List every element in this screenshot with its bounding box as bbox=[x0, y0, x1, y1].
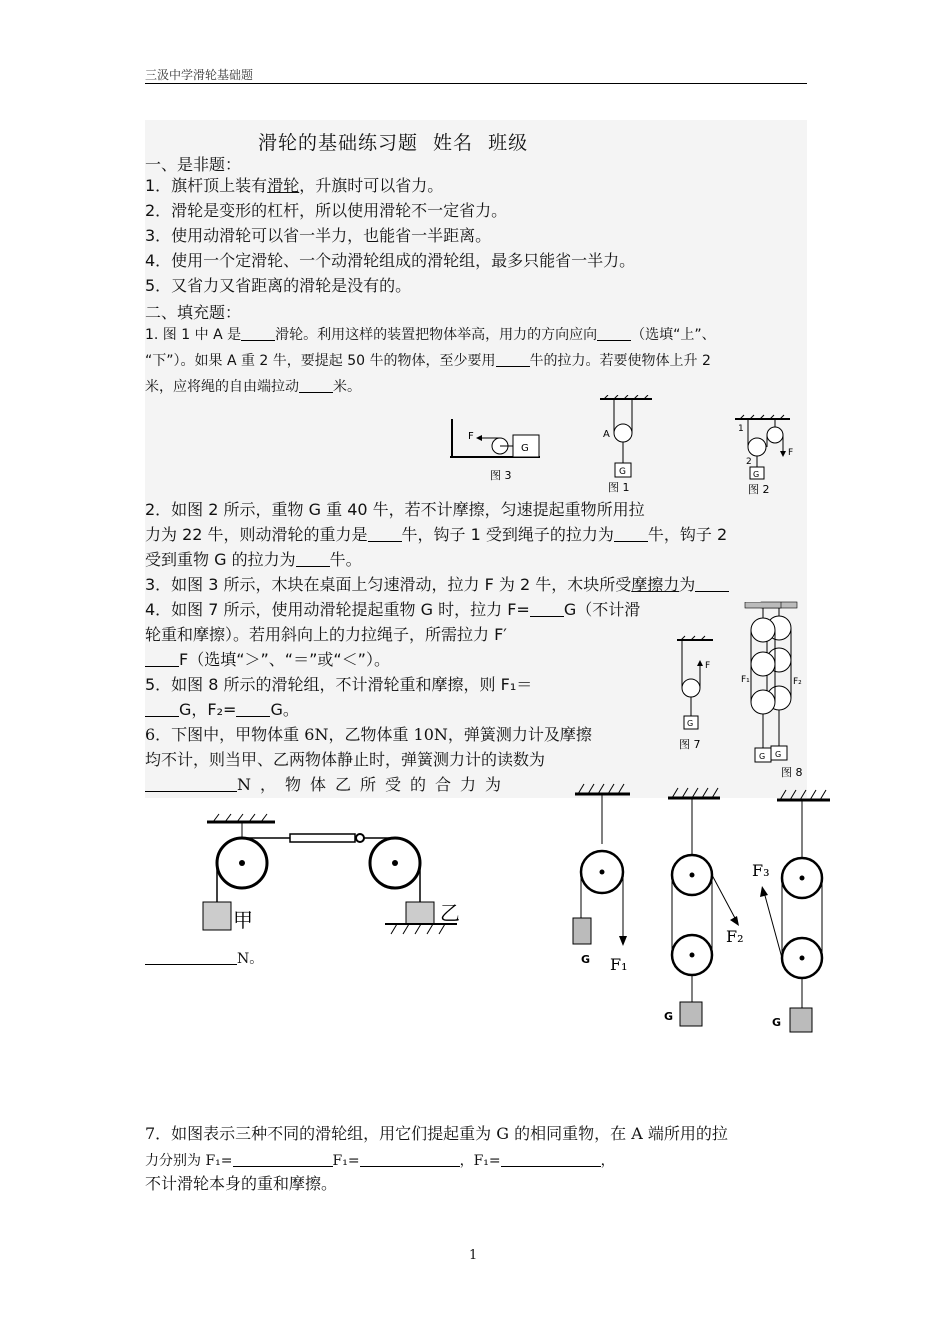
answer-blank[interactable] bbox=[299, 377, 333, 393]
q1-line1: 1. 图 1 中 A 是 滑轮。利用这样的装置把物体举高，用力的方向应向 （选填“上”、 bbox=[145, 327, 716, 343]
object-jia-label: 甲 bbox=[233, 908, 253, 932]
tf-item-4: 4．使用一个定滑轮、一个动滑轮组成的滑轮组，最多只能省一半力。 bbox=[145, 251, 636, 270]
figures-3-1-2 bbox=[440, 395, 800, 500]
force-f1-label: F₁ bbox=[610, 955, 628, 974]
answer-blank[interactable] bbox=[236, 701, 270, 717]
page-title: 滑轮的基础练习题 姓名 班级 bbox=[258, 132, 529, 154]
q7-line2: 力分别为 F₁= F₁= ，F₁= ， bbox=[145, 1153, 615, 1169]
figure-7 bbox=[677, 636, 713, 751]
q5-line1: 5．如图 8 所示的滑轮组，不计滑轮重和摩擦，则 F₁＝ bbox=[145, 675, 533, 694]
force-label: F bbox=[788, 448, 794, 458]
q7-line3: 不计滑轮本身的重和摩擦。 bbox=[145, 1174, 338, 1193]
force-f2-label: F₂ bbox=[726, 927, 744, 946]
figure-3-caption: 图 3 bbox=[490, 469, 512, 482]
answer-blank[interactable] bbox=[296, 551, 330, 567]
q4-line2: 轮重和摩擦）。若用斜向上的力拉绳子，所需拉力 F′ bbox=[145, 625, 507, 644]
weight-label: G bbox=[753, 470, 760, 479]
answer-blank[interactable] bbox=[496, 351, 530, 367]
answer-blank[interactable] bbox=[368, 526, 402, 542]
answer-blank[interactable] bbox=[233, 1151, 333, 1167]
answer-blank[interactable] bbox=[614, 526, 648, 542]
tf-item-2: 2．滑轮是变形的杠杆，所以使用滑轮不一定省力。 bbox=[145, 201, 508, 220]
q5-line2: G，F₂= G。 bbox=[145, 699, 299, 721]
pulley-system-3 bbox=[752, 790, 830, 1032]
weight-label: G bbox=[581, 953, 591, 966]
force-f1-label: F₁ bbox=[741, 675, 750, 685]
answer-blank[interactable] bbox=[597, 325, 631, 341]
figure-3 bbox=[445, 413, 570, 485]
answer-blank[interactable] bbox=[241, 325, 275, 341]
answer-blank[interactable] bbox=[145, 701, 179, 717]
q2-line2: 力为 22 牛，则动滑轮的重力是 牛，钩子 1 受到绳子的拉力为 牛，钩子 2 bbox=[145, 525, 728, 544]
answer-blank[interactable] bbox=[145, 651, 179, 667]
hook-1-label: 1 bbox=[738, 424, 744, 434]
answer-blank[interactable] bbox=[360, 1151, 460, 1167]
weight-label: G bbox=[775, 750, 782, 759]
q1-line2: “下”）。如果 A 重 2 牛，要提起 50 牛的物体，至少要用 牛的拉力。若要使物体上升 2 bbox=[145, 353, 711, 369]
figure-2-caption: 图 2 bbox=[748, 483, 770, 496]
q6-line4: N。 bbox=[145, 948, 263, 970]
answer-blank[interactable] bbox=[145, 949, 237, 965]
force-label: F bbox=[705, 661, 711, 671]
spring-scale-diagram bbox=[195, 810, 465, 940]
q2-line3: 受到重物 G 的拉力为 牛。 bbox=[145, 550, 362, 569]
object-yi-label: 乙 bbox=[440, 901, 460, 925]
pulley-system-1 bbox=[573, 784, 630, 974]
friction-link[interactable]: 摩擦力 bbox=[631, 575, 680, 594]
q3-line: 3．如图 3 所示，木块在桌面上匀速滑动，拉力 F 为 2 牛，木块所受摩擦力为 bbox=[145, 574, 729, 596]
header-rule bbox=[145, 83, 807, 84]
section-true-false: 一、是非题： bbox=[145, 155, 242, 174]
weight-label: G bbox=[521, 443, 529, 454]
force-label: F bbox=[468, 431, 474, 442]
page-number: 1 bbox=[469, 1248, 478, 1263]
figure-8-left bbox=[733, 602, 793, 772]
q1-line3: 米，应将绳的自由端拉动 米。 bbox=[145, 379, 361, 395]
answer-blank[interactable] bbox=[145, 776, 237, 792]
figure-7-caption: 图 7 bbox=[679, 738, 701, 751]
force-f3-label: F₃ bbox=[752, 861, 770, 880]
q6-line1: 6．下图中，甲物体重 6N，乙物体重 10N，弹簧测力计及摩擦 bbox=[145, 725, 592, 744]
q4-line3: F（选填“＞”、“＝”或“＜”）。 bbox=[145, 649, 390, 671]
answer-blank[interactable] bbox=[501, 1151, 601, 1167]
pulley-a-label: A bbox=[603, 429, 610, 440]
weight-label: G bbox=[772, 1016, 782, 1029]
section-fill-in: 二、填充题： bbox=[145, 303, 242, 322]
weight-label: G bbox=[619, 467, 626, 477]
answer-blank[interactable] bbox=[530, 601, 564, 617]
q6-line3: N，物体乙所受的合力为 bbox=[145, 774, 510, 796]
pulley-system-2 bbox=[664, 788, 744, 1026]
q6-line2: 均不计，则当甲、乙两物体静止时，弹簧测力计的读数为 bbox=[145, 750, 546, 769]
q7-line1: 7．如图表示三种不同的滑轮组，用它们提起重为 G 的相同重物，在 A 端所用的拉 bbox=[145, 1124, 728, 1143]
answer-blank[interactable] bbox=[695, 576, 729, 592]
force-f2-label: F₂ bbox=[793, 677, 802, 687]
figure-2 bbox=[735, 415, 793, 496]
page-header: 三汲中学滑轮基础题 bbox=[145, 68, 254, 82]
figure-1-caption: 图 1 bbox=[608, 481, 630, 494]
weight-label: G bbox=[687, 719, 694, 728]
tf-item-1: 1．旗杆顶上装有滑轮，升旗时可以省力。 bbox=[145, 176, 444, 195]
weight-label: G bbox=[664, 1010, 674, 1023]
tf-item-5: 5．又省力又省距离的滑轮是没有的。 bbox=[145, 276, 412, 295]
q4-line1: 4．如图 7 所示，使用动滑轮提起重物 G 时，拉力 F= G（不计滑 bbox=[145, 600, 641, 619]
three-pulley-systems bbox=[560, 780, 830, 1040]
hook-2-label: 2 bbox=[746, 457, 752, 467]
q2-line1: 2．如图 2 所示，重物 G 重 40 牛，若不计摩擦，匀速提起重物所用拉 bbox=[145, 500, 645, 519]
pulley-link[interactable]: 滑轮 bbox=[267, 176, 300, 195]
figure-1 bbox=[600, 395, 652, 494]
tf-item-3: 3．使用动滑轮可以省一半力，也能省一半距离。 bbox=[145, 226, 492, 245]
figure-8-caption: 图 8 bbox=[781, 766, 803, 779]
weight-label: G bbox=[759, 752, 766, 761]
